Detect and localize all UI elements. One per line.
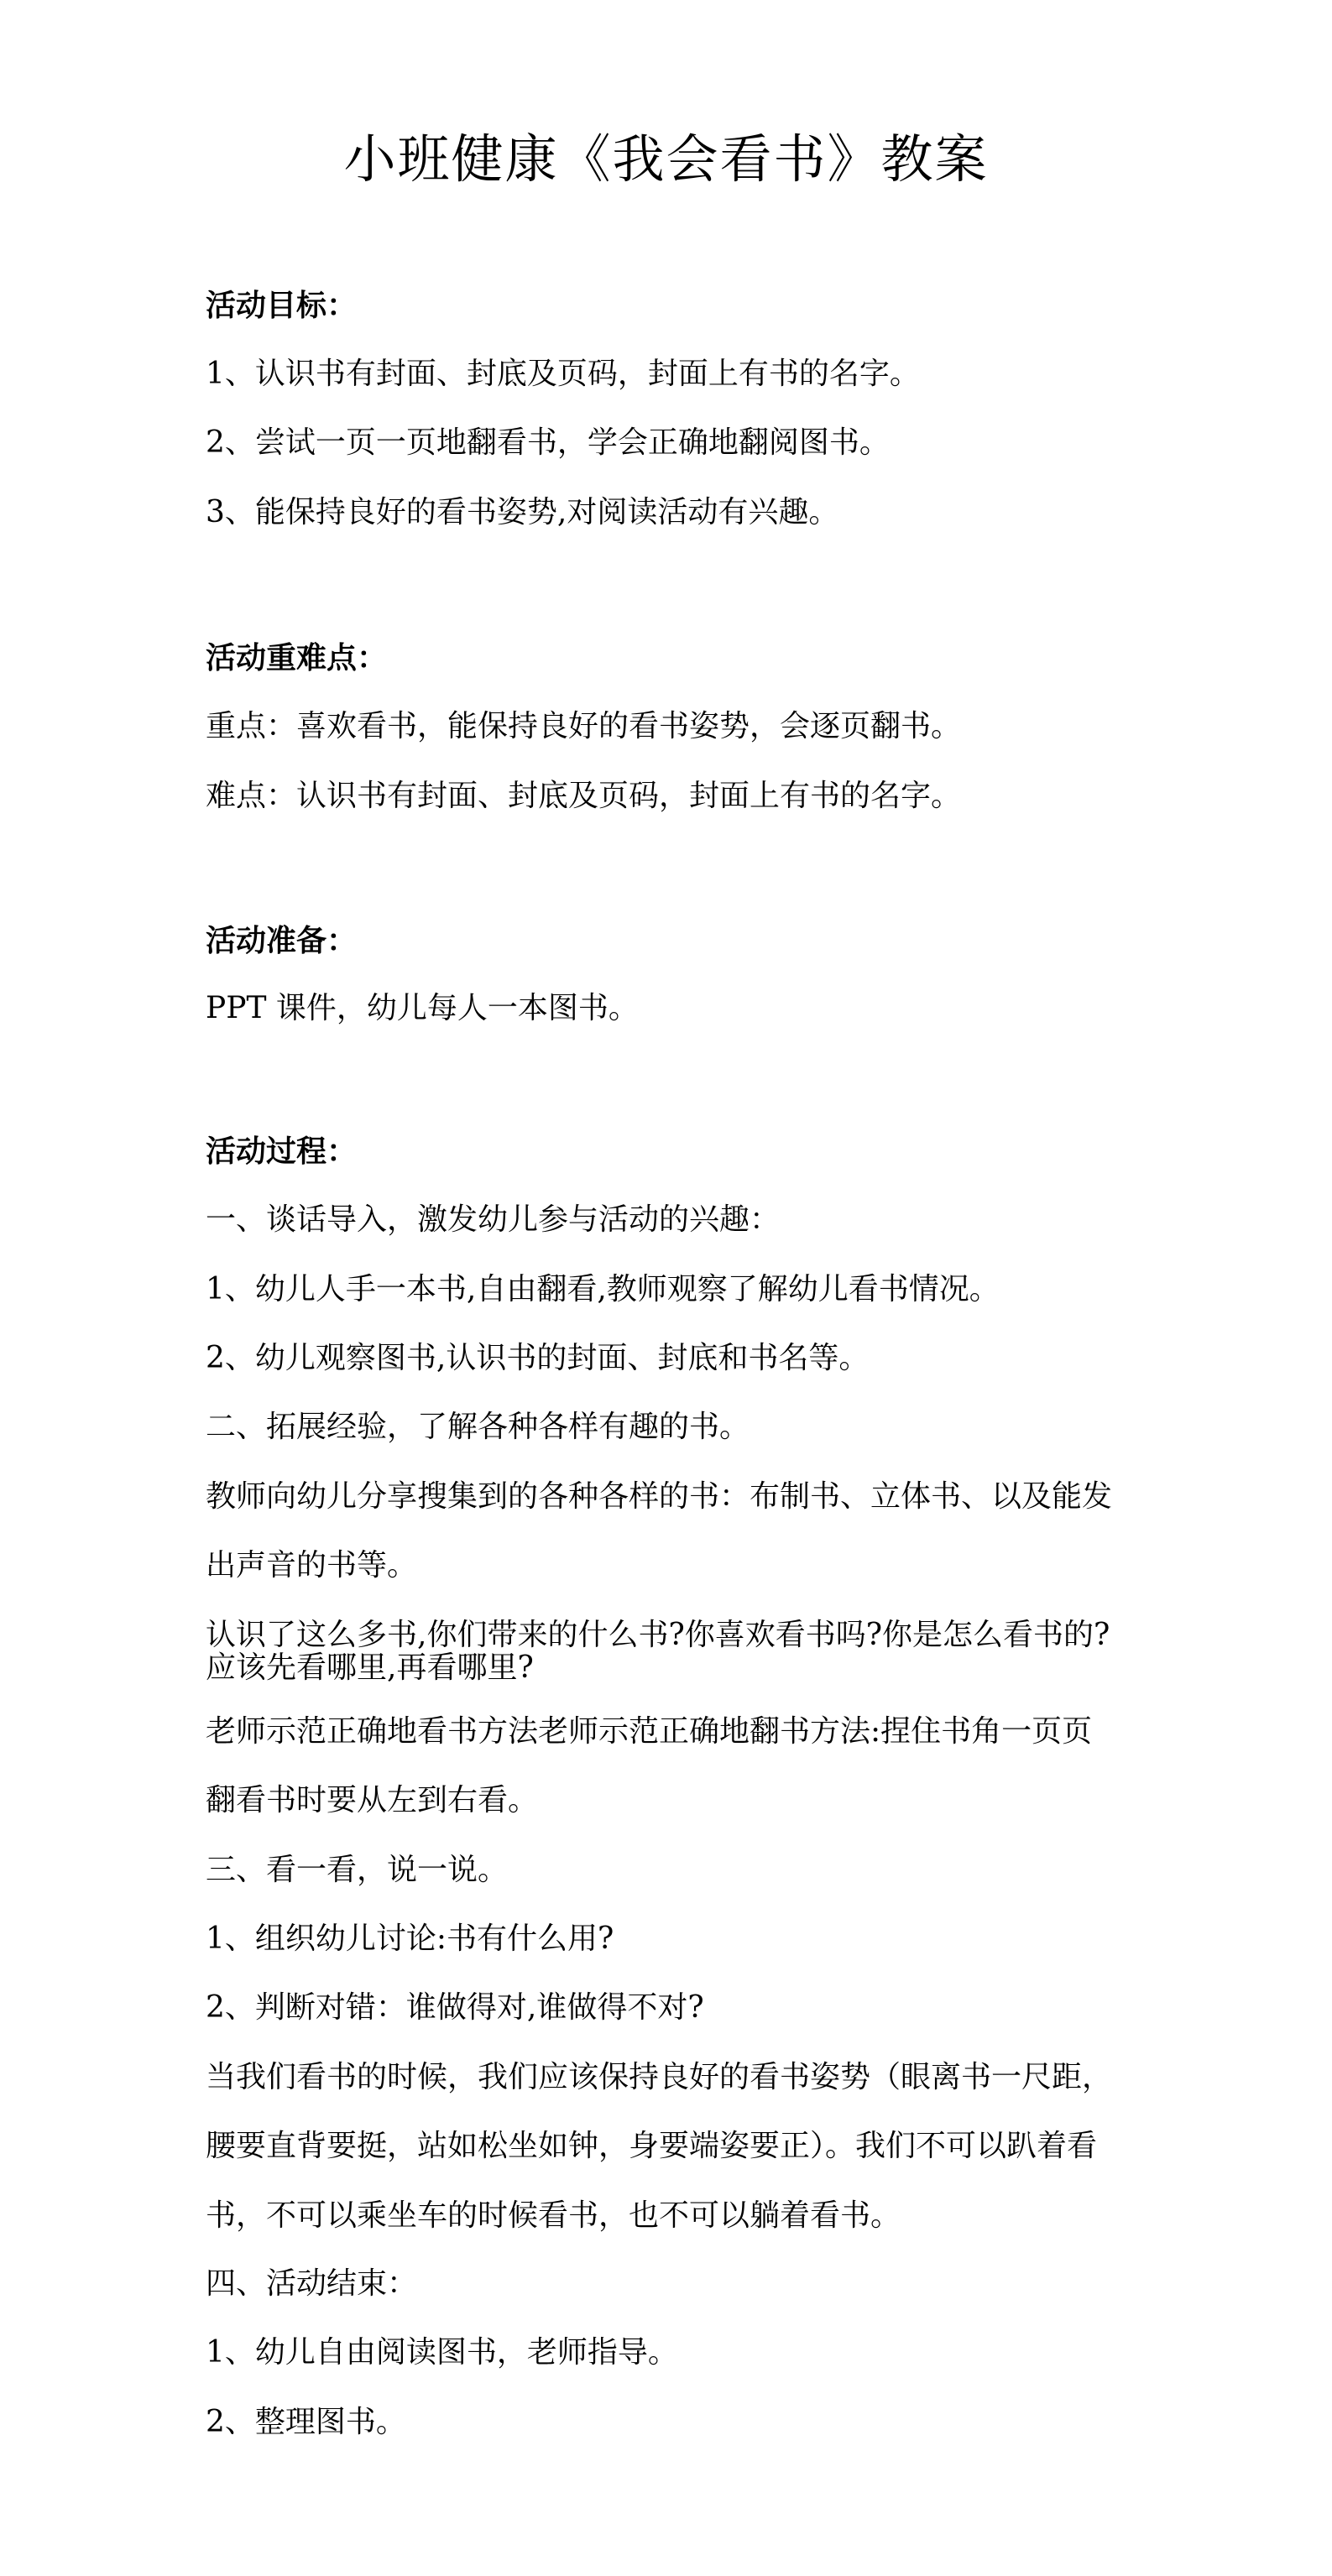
process-line: 1、组织幼儿讨论:书有什么用? [206, 1922, 614, 1956]
process-line: 教师向幼儿分享搜集到的各种各样的书：布制书、立体书、以及能发 [206, 1479, 1113, 1514]
process-line: 应该先看哪里,再看哪里? [206, 1650, 534, 1685]
process-line: 2、幼儿观察图书,认识书的封面、封底和书名等。 [206, 1341, 870, 1375]
section-heading-preparation: 活动准备： [206, 923, 358, 958]
process-line: 2、整理图书。 [206, 2405, 406, 2439]
difficulty-item: 难点：认识书有封面、封底及页码，封面上有书的名字。 [206, 779, 962, 813]
preparation-item: PPT 课件，幼儿每人一本图书。 [206, 991, 639, 1025]
process-line: 出声音的书等。 [206, 1548, 418, 1583]
process-line: 老师示范正确地看书方法老师示范正确地翻书方法:捏住书角一页页 [206, 1714, 1093, 1749]
process-line: 1、幼儿人手一本书,自由翻看,教师观察了解幼儿看书情况。 [206, 1272, 1000, 1306]
section-heading-goals: 活动目标： [206, 288, 358, 323]
process-line: 腰要直背要挺，站如松坐如钟，身要端姿要正）。我们不可以趴着看 [206, 2129, 1098, 2163]
process-line: 1、幼儿自由阅读图书，老师指导。 [206, 2335, 678, 2370]
document-title: 小班健康《我会看书》教案 [343, 128, 989, 190]
process-line: 认识了这么多书,你们带来的什么书?你喜欢看书吗?你是怎么看书的? [206, 1618, 1110, 1652]
goal-item: 3、能保持良好的看书姿势,对阅读活动有兴趣。 [206, 495, 839, 529]
process-step-heading: 一、谈话导入，激发幼儿参与活动的兴趣： [206, 1202, 781, 1237]
key-point-item: 重点：喜欢看书，能保持良好的看书姿势，会逐页翻书。 [206, 709, 962, 743]
process-line: 翻看书时要从左到右看。 [206, 1783, 539, 1817]
process-step-heading: 三、看一看，说一说。 [206, 1853, 509, 1887]
goal-item: 1、认识书有封面、封底及页码，封面上有书的名字。 [206, 357, 920, 391]
process-line: 当我们看书的时候，我们应该保持良好的看书姿势（眼离书一尺距， [206, 2060, 1113, 2094]
process-line: 书，不可以乘坐车的时候看书，也不可以躺着看书。 [206, 2198, 901, 2233]
section-heading-process: 活动过程： [206, 1134, 358, 1169]
section-heading-key-points: 活动重难点： [206, 640, 388, 675]
process-line: 2、判断对错：谁做得对,谁做得不对? [206, 1990, 704, 2025]
process-step-heading: 四、活动结束： [206, 2266, 418, 2301]
goal-item: 2、尝试一页一页地翻看书，学会正确地翻阅图书。 [206, 425, 890, 460]
process-step-heading: 二、拓展经验，了解各种各样有趣的书。 [206, 1410, 750, 1444]
